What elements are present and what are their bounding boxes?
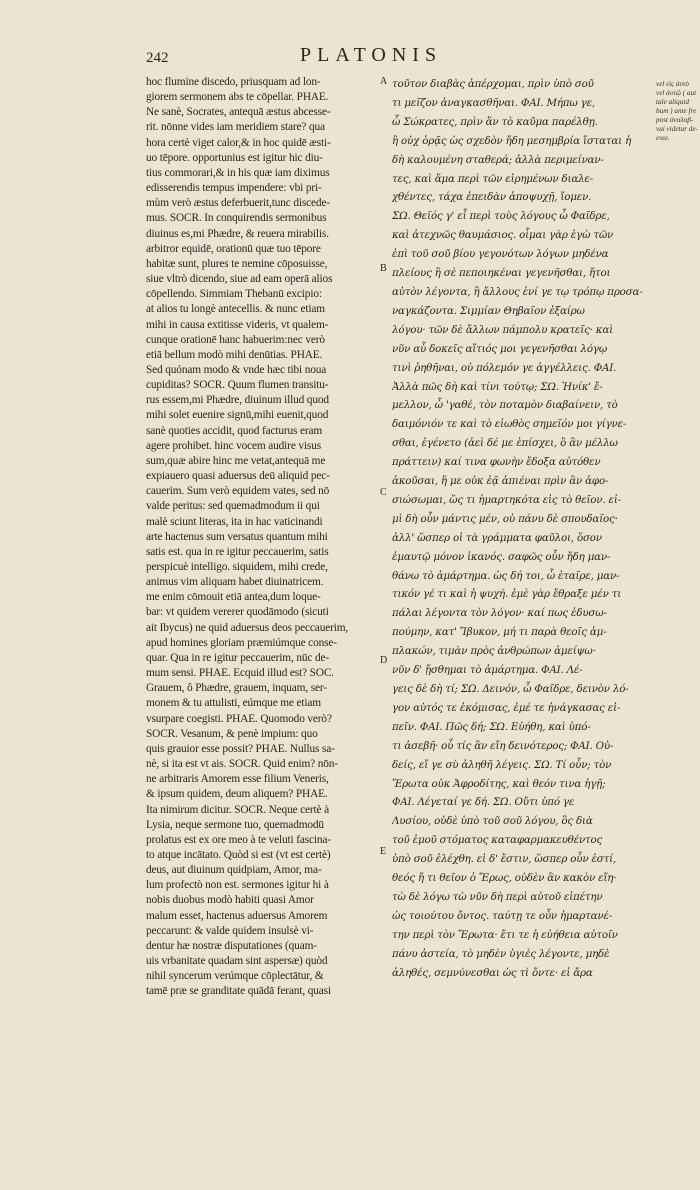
latin-text-line: me enim cōmouit etiā antea,dum loque- xyxy=(146,591,321,604)
latin-text-line: edisserendis tempus impendere: vbi pri- xyxy=(146,182,322,195)
greek-text-line: τι μεῖζον ἀναγκασθῆναι. ΦΑΙ. Μήπω γε, xyxy=(392,96,595,109)
greek-text-line: Ἀλλὰ πῶς δὴ καὶ τίνι τούτῳ; ΣΩ. Ἡνίκ' ἔ- xyxy=(392,380,603,393)
greek-text-line: ἢ οὐχ ὁρᾷς ὡς σχεδὸν ἤδη μεσημβρία ἵσταται ἡ xyxy=(392,134,632,147)
latin-text-line: quar. Qua in re igitur peccauerim, nūc de- xyxy=(146,651,329,664)
greek-text-line: ἀλλ' ὥσπερ οἱ τὰ γράμματα φαῦλοι, ὅσον xyxy=(392,531,602,544)
latin-text-line: cauerim. Sum verò equidem vates, sed nō xyxy=(146,485,330,498)
section-marker-b: B xyxy=(380,263,387,274)
latin-text-line: uis vrbanitate quadam sint aspersæ) quòd xyxy=(146,955,328,968)
latin-text-line: perspicuè intelligo. siquidem, mihi crede, xyxy=(146,561,328,573)
latin-text-line: apud homines gloriam præmiúmque conse- xyxy=(146,636,337,649)
latin-text-line: diuinus es,mi Phædre, & reuera mirabilis. xyxy=(146,227,329,240)
latin-text-line: cōpellendo. Simmiam Thebanū excipio: xyxy=(146,288,322,301)
greek-text-line: τινὶ ῥηθῆναι, οὐ πόλεμόν γε ἀγγέλλεις. ΦΑΙ. xyxy=(392,361,617,374)
greek-text-line: πάνυ ἀστεία, τὸ μηδὲν ὑγιὲς λέγοντε, μηδὲ xyxy=(392,947,610,960)
greek-text-line: νῦν δ' ᾔσθημαι τὸ ἁμάρτημα. ΦΑΙ. Λέ- xyxy=(392,664,583,677)
latin-text-line: sanè quoties accidit, quod facturus eram xyxy=(146,424,323,437)
latin-text-line: arbitror equidē, orationū quæ tuo tēpore xyxy=(146,242,321,255)
greek-text-line: πράττειν) καί τινα φωνὴν ἔδοξα αὐτόθεν xyxy=(392,456,601,469)
greek-text-line: θεός ἤ τι θεῖον ὁ Ἔρως, οὐδὲν ἂν κακὸν εἴη· xyxy=(392,872,617,885)
latin-text-line: mum sensi. PHAE. Ecquid illud est? SOC. xyxy=(146,667,334,680)
latin-text-line: ne arbitraris Amorem esse filium Veneris, xyxy=(146,773,329,786)
latin-text-line: lum profectò non est. sermones igitur hi à xyxy=(146,879,329,892)
latin-text-line: quis grauior esse possit? PHAE. Nullus sa- xyxy=(146,742,335,755)
greek-text-line: ΣΩ. Θεῖός γ' εἶ περὶ τοὺς λόγους ὦ Φαῖδρε, xyxy=(392,210,610,223)
latin-text-line: satis est. qua in re igitur peccauerim, satis xyxy=(146,545,329,558)
greek-text-line: ναγκάζοντα. Σιμμίαν Θηβαῖον ἐξαίρω xyxy=(392,304,585,317)
latin-text-line: nobis duobus modò habiti quasi Amor xyxy=(146,894,314,907)
greek-text-line: σιώσωμαι, ὥς τι ἡμαρτηκότα εἰς τὸ θεῖον. εἰ- xyxy=(392,493,621,506)
latin-text-line: hoc flumine discedo, priusquam ad lon- xyxy=(146,76,321,88)
greek-text-line: δὴ καλουμένη σταθερά; ἀλλὰ περιμείναν- xyxy=(392,153,604,166)
section-marker-e: E xyxy=(380,846,387,857)
margin-note-line: vel ἀυτῷ ( aut xyxy=(656,89,697,97)
latin-text-line: malè sciunt literas, ita in hac vaticinandi xyxy=(146,515,323,528)
greek-text-line: τοῦτον διαβὰς ἀπέρχομαι, πρὶν ὑπὸ σοῦ xyxy=(392,78,594,90)
latin-text-line: giorem sermonem abs te cōpellar. PHAE. xyxy=(146,91,329,104)
latin-text-line: SOCR. Vesanum, & penè impium: quo xyxy=(146,727,318,740)
greek-text-line: ἀκοῦσαι, ἥ με οὐκ ἐᾷ ἀπιέναι πρὶν ἂν ἀφο- xyxy=(392,475,609,488)
latin-text-line: at alios tu longè antecellis. & nunc etiam xyxy=(146,303,325,316)
latin-text-line: uo tēpore. opportunius est igitur hic diu- xyxy=(146,151,323,164)
latin-text-line: expiauero quasi aduersus deū aliquid pec- xyxy=(146,470,330,483)
margin-note-line: esse. xyxy=(656,134,670,142)
latin-text-line: agere prohibet. hinc vocem audire visus xyxy=(146,439,321,452)
latin-text-line: monem & tu attulisti, eúmque me etiam xyxy=(146,697,321,710)
latin-text-line: habitæ sunt, plures te nemine cōposuisse, xyxy=(146,257,328,270)
greek-text-line: τὼ δὲ λόγω τὼ νῦν δὴ περὶ αὐτοῦ εἰπέτην xyxy=(392,890,603,903)
margin-note-line: post ἀναλαβ- xyxy=(656,116,694,124)
greek-text-line: πούμην, κατ' Ἴβυκον, μή τι παρὰ θεοῖς ἀμ- xyxy=(392,626,607,639)
section-marker-c: C xyxy=(380,487,387,498)
latin-text-line: bar: vt quidem vererer quodāmodo (sicuti xyxy=(146,606,329,619)
latin-text-line: ait Ibycus) ne quid aduersus deos peccauerim, xyxy=(146,621,349,634)
section-marker-d: D xyxy=(380,655,388,666)
greek-text-line: τι ἀσεβῆ· οὗ τίς ἂν εἴη δεινότερος; ΦΑΙ. Οὐ- xyxy=(392,739,614,752)
greek-text-line: τες, καὶ ἅμα περὶ τῶν εἰρημένων διαλε- xyxy=(392,172,594,185)
latin-text-line: hora certè viget calor,& in hoc quidē æsti- xyxy=(146,136,331,149)
margin-note-line: bum ) ante fre xyxy=(656,107,697,115)
greek-text-line: σθαι, ἐγένετο (ἀεὶ δέ με ἐπίσχει, ὃ ἂν μέλλω xyxy=(392,437,618,450)
latin-text-line: mus. SOCR. In conquirendis sermonibus xyxy=(146,212,327,225)
greek-text-line: γον αὐτός τε ἐκόμισας, ἐμέ τε ἠνάγκασας εἰ- xyxy=(392,701,621,714)
latin-text-line: dentur hæ nostræ disputationes (quam- xyxy=(146,939,317,952)
greek-text-line: θάνω τὸ ἁμάρτημα. ὡς δή τοι, ὦ ἑταῖρε, μαν- xyxy=(392,569,620,582)
greek-text-line: δαιμόνιόν τε καὶ τὸ εἰωθὸς σημεῖόν μοι γίγνε- xyxy=(392,418,627,431)
greek-text-line: πάλαι λέγοντα τὸν λόγον· καί πως ἐδυσω- xyxy=(392,607,607,620)
greek-text-line: τοῦ ἐμοῦ στόματος καταφαρμακευθέντος xyxy=(392,834,603,847)
latin-text-line: siue vltrò dicendo, siue ad eam operā alios xyxy=(146,273,333,286)
latin-text-line: vsurpare coegisti. PHAE. Quomodo verò? xyxy=(146,712,332,725)
margin-note-line: vai videtur de- xyxy=(656,125,698,133)
latin-text-line: rit. nōnne vides iam meridiem stare? qua xyxy=(146,121,325,134)
latin-text-line: Ne sanè, Socrates, antequā æstus abcesse- xyxy=(146,106,331,119)
greek-text-line: Λυσίου, οὐδὲ ὑπὸ τοῦ σοῦ λόγου, ὃς διὰ xyxy=(392,815,593,828)
greek-text-line: ὦ Σώκρατες, πρὶν ἂν τὸ καῦμα παρέλθῃ. xyxy=(392,115,598,128)
greek-text-line: πλείους ἢ σὲ πεποιηκέναι γεγενῆσθαι, ἤτοι xyxy=(392,267,611,280)
greek-text-line: καὶ ἀτεχνῶς θαυμάσιος. οἶμαι γὰρ ἐγὼ τῶν xyxy=(392,229,614,242)
latin-text-line: etiā bellum modò mihi denūtias. PHAE. xyxy=(146,348,323,361)
greek-text-line: ἐμαυτῷ μόνον ἱκανός. σαφῶς οὖν ἤδη μαν- xyxy=(392,550,611,563)
latin-text-line: to atque incātato. Quòd si est (vt est certè) xyxy=(146,848,331,861)
latin-text-line: nè, si ita est vt ais. SOCR. Quid enim? nōn- xyxy=(146,758,338,771)
greek-text-line: αὐτὸν λέγοντα, ἢ ἄλλους ἑνί γε τῳ τρόπῳ προσα- xyxy=(392,285,643,298)
greek-text-line: γεις δὲ δὴ τί; ΣΩ. Δεινόν, ὦ Φαῖδρε, δεινὸν λό- xyxy=(392,683,629,695)
latin-text-line: mihi solet euenire signū,mihi euenit,quod xyxy=(146,409,329,422)
latin-text-line: malum esset, hactenus aduersus Amorem xyxy=(146,909,328,922)
latin-text-line: cupiditas? SOCR. Quum flumen transitu- xyxy=(146,379,329,392)
latin-text-line: deus, aut diuinum quidpiam, Amor, ma- xyxy=(146,864,322,877)
greek-text-line: νῦν αὖ δοκεῖς αἴτιός μοι γεγενῆσθαι λόγῳ xyxy=(392,342,608,355)
latin-text-line: tius commorari,& in his quæ iam diximus xyxy=(146,166,330,179)
latin-text-line: Grauem, ô Phædre, grauem, inquam, ser- xyxy=(146,682,327,695)
greek-text-line: ΦΑΙ. Λέγεταί γε δή. ΣΩ. Οὔτι ὑπό γε xyxy=(392,796,575,809)
margin-note-line: vel εἰς ἀυτὸ xyxy=(656,80,689,88)
greek-text-line: λόγου· τῶν δὲ ἄλλων πάμπολυ κρατεῖς· καὶ xyxy=(392,323,613,336)
greek-column xyxy=(392,75,674,983)
latin-text-line: nihil syncerum verúmque cōplectātur, & xyxy=(146,970,324,983)
page-number: 242 xyxy=(146,50,169,66)
latin-text-line: & ipsum quidem, deum aliquem? PHAE. xyxy=(146,788,328,801)
latin-text-line: sum,quæ abire hinc me vetat,antequā me xyxy=(146,454,326,467)
greek-text-line: ἀληθές, σεμνύνεσθαι ὡς τὶ ὄντε· εἰ ἄρα xyxy=(392,966,593,979)
greek-text-line: ἐπὶ τοῦ σοῦ βίου γεγονότων λόγων μηδένα xyxy=(392,248,609,261)
greek-text-line: πλακών, τιμὰν πρὸς ἀνθρώπων ἀμείψω· xyxy=(392,645,596,658)
latin-text-line: animus vim aliquam habet diuinatricem. xyxy=(146,576,324,589)
greek-text-line: δείς, εἴ γε σὺ ἀληθῆ λέγεις. ΣΩ. Τί οὖν; τὸν xyxy=(392,758,612,771)
latin-text-line: cunque orationē hanc habuerim:nec verò xyxy=(146,333,325,346)
greek-text-line: ὡς τοιούτου ὄντος. ταύτῃ τε οὖν ἡμαρτανέ- xyxy=(392,909,613,922)
latin-text-line: valde peritus: sed quemadmodum ii qui xyxy=(146,500,320,513)
running-title: PLATONIS xyxy=(300,44,443,66)
margin-note-line: tale aliquid xyxy=(656,98,689,106)
greek-text-line: την περὶ τὸν Ἔρωτα· ἔτι τε ἡ εὐήθεια αὐτοῖν xyxy=(392,928,618,941)
greek-text-line: πεῖν. ΦΑΙ. Πῶς δή; ΣΩ. Εὐήθη, καὶ ὑπό- xyxy=(392,720,591,733)
latin-text-line: Ita nimirum dicitur. SOCR. Neque certè à xyxy=(146,803,330,816)
latin-text-line: prolatus est ex ore meo à te veluti fascina- xyxy=(146,833,331,846)
latin-text-line: peccarunt: & valde quidem insulsè vi- xyxy=(146,924,314,937)
latin-text-line: rus essem,mi Phædre, diuinum illud quod xyxy=(146,394,329,407)
section-marker-a: A xyxy=(380,76,388,87)
greek-text-line: μὶ δὴ οὖν μάντις μέν, οὐ πάνυ δὲ σπουδαῖος· xyxy=(392,512,618,525)
latin-text-line: arte hactenus sum versatus quantum mihi xyxy=(146,530,328,543)
latin-text-line: Lysia, neque sermone tuo, quemadmodū xyxy=(146,818,324,831)
greek-text-line: τικόν γέ τι καὶ ἡ ψυχή. ἐμὲ γὰρ ἔθραξε μέν τι xyxy=(392,588,622,601)
greek-text-line: μελλον, ὦ 'γαθέ, τὸν ποταμὸν διαβαίνειν, τὸ xyxy=(392,399,618,412)
margin-note xyxy=(656,80,698,143)
greek-text-line: ὑπὸ σοῦ ἐλέχθη. εἰ δ' ἔστιν, ὥσπερ οὖν ἐστί, xyxy=(392,853,617,866)
greek-text-line: Ἔρωτα οὐκ Ἀφροδίτης, καὶ θεόν τινα ἡγῇ; xyxy=(392,777,606,790)
latin-text-line: tamē præ se granditate quādā ferant, quasi xyxy=(146,985,331,998)
latin-text-line: mihi in causa extitisse videris, vt qualem- xyxy=(146,318,329,331)
latin-column xyxy=(146,75,378,1000)
latin-text-line: Sed quónam modo & vnde hæc tibi noua xyxy=(146,363,327,376)
greek-text-line: χθέντες, τάχα ἐπειδὰν ἀποψυχῇ, ἴομεν. xyxy=(392,191,592,204)
latin-text-line: mùm verò æstus deferbuerit,tunc discede- xyxy=(146,197,330,210)
